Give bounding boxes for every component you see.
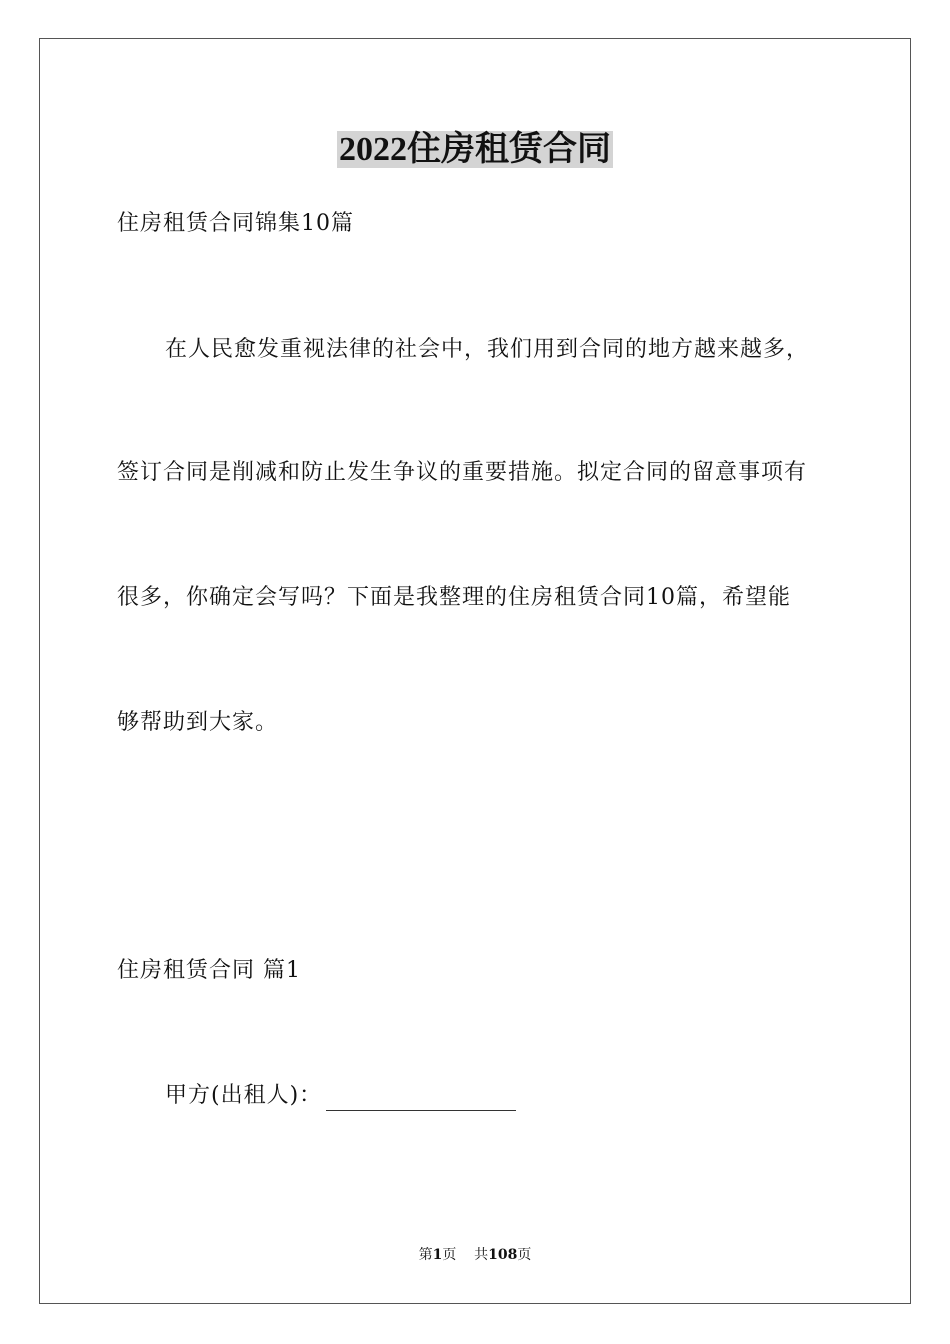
- intro-line-3: 很多，你确定会写吗？下面是我整理的住房租赁合同10篇，希望能: [117, 585, 791, 610]
- document-title-text: 2022住房租赁合同: [339, 131, 611, 168]
- party-a-blank-field: [326, 1090, 516, 1111]
- footer-total-suffix: 页: [517, 1247, 532, 1263]
- intro-line-1: 在人民愈发重视法律的社会中，我们用到合同的地方越来越多，: [165, 337, 810, 362]
- footer-total-pages: 108: [488, 1247, 518, 1263]
- footer-page-number: 1: [432, 1247, 443, 1263]
- party-a-line: [165, 1081, 516, 1111]
- document-subtitle: 住房租赁合同锦集10篇: [117, 211, 354, 236]
- party-a-label: 甲方(出租人)：: [165, 1083, 323, 1108]
- document-title: [0, 128, 950, 171]
- page-footer: [0, 1246, 950, 1264]
- intro-line-2: 签订合同是削减和防止发生争议的重要措施。拟定合同的留意事项有: [117, 460, 808, 485]
- section-heading: 住房租赁合同 篇1: [117, 958, 301, 983]
- footer-page-suffix: 页: [442, 1247, 457, 1263]
- intro-line-4: 够帮助到大家。: [117, 710, 279, 735]
- footer-page-prefix: 第: [418, 1247, 433, 1263]
- footer-total-prefix: 共: [474, 1247, 489, 1263]
